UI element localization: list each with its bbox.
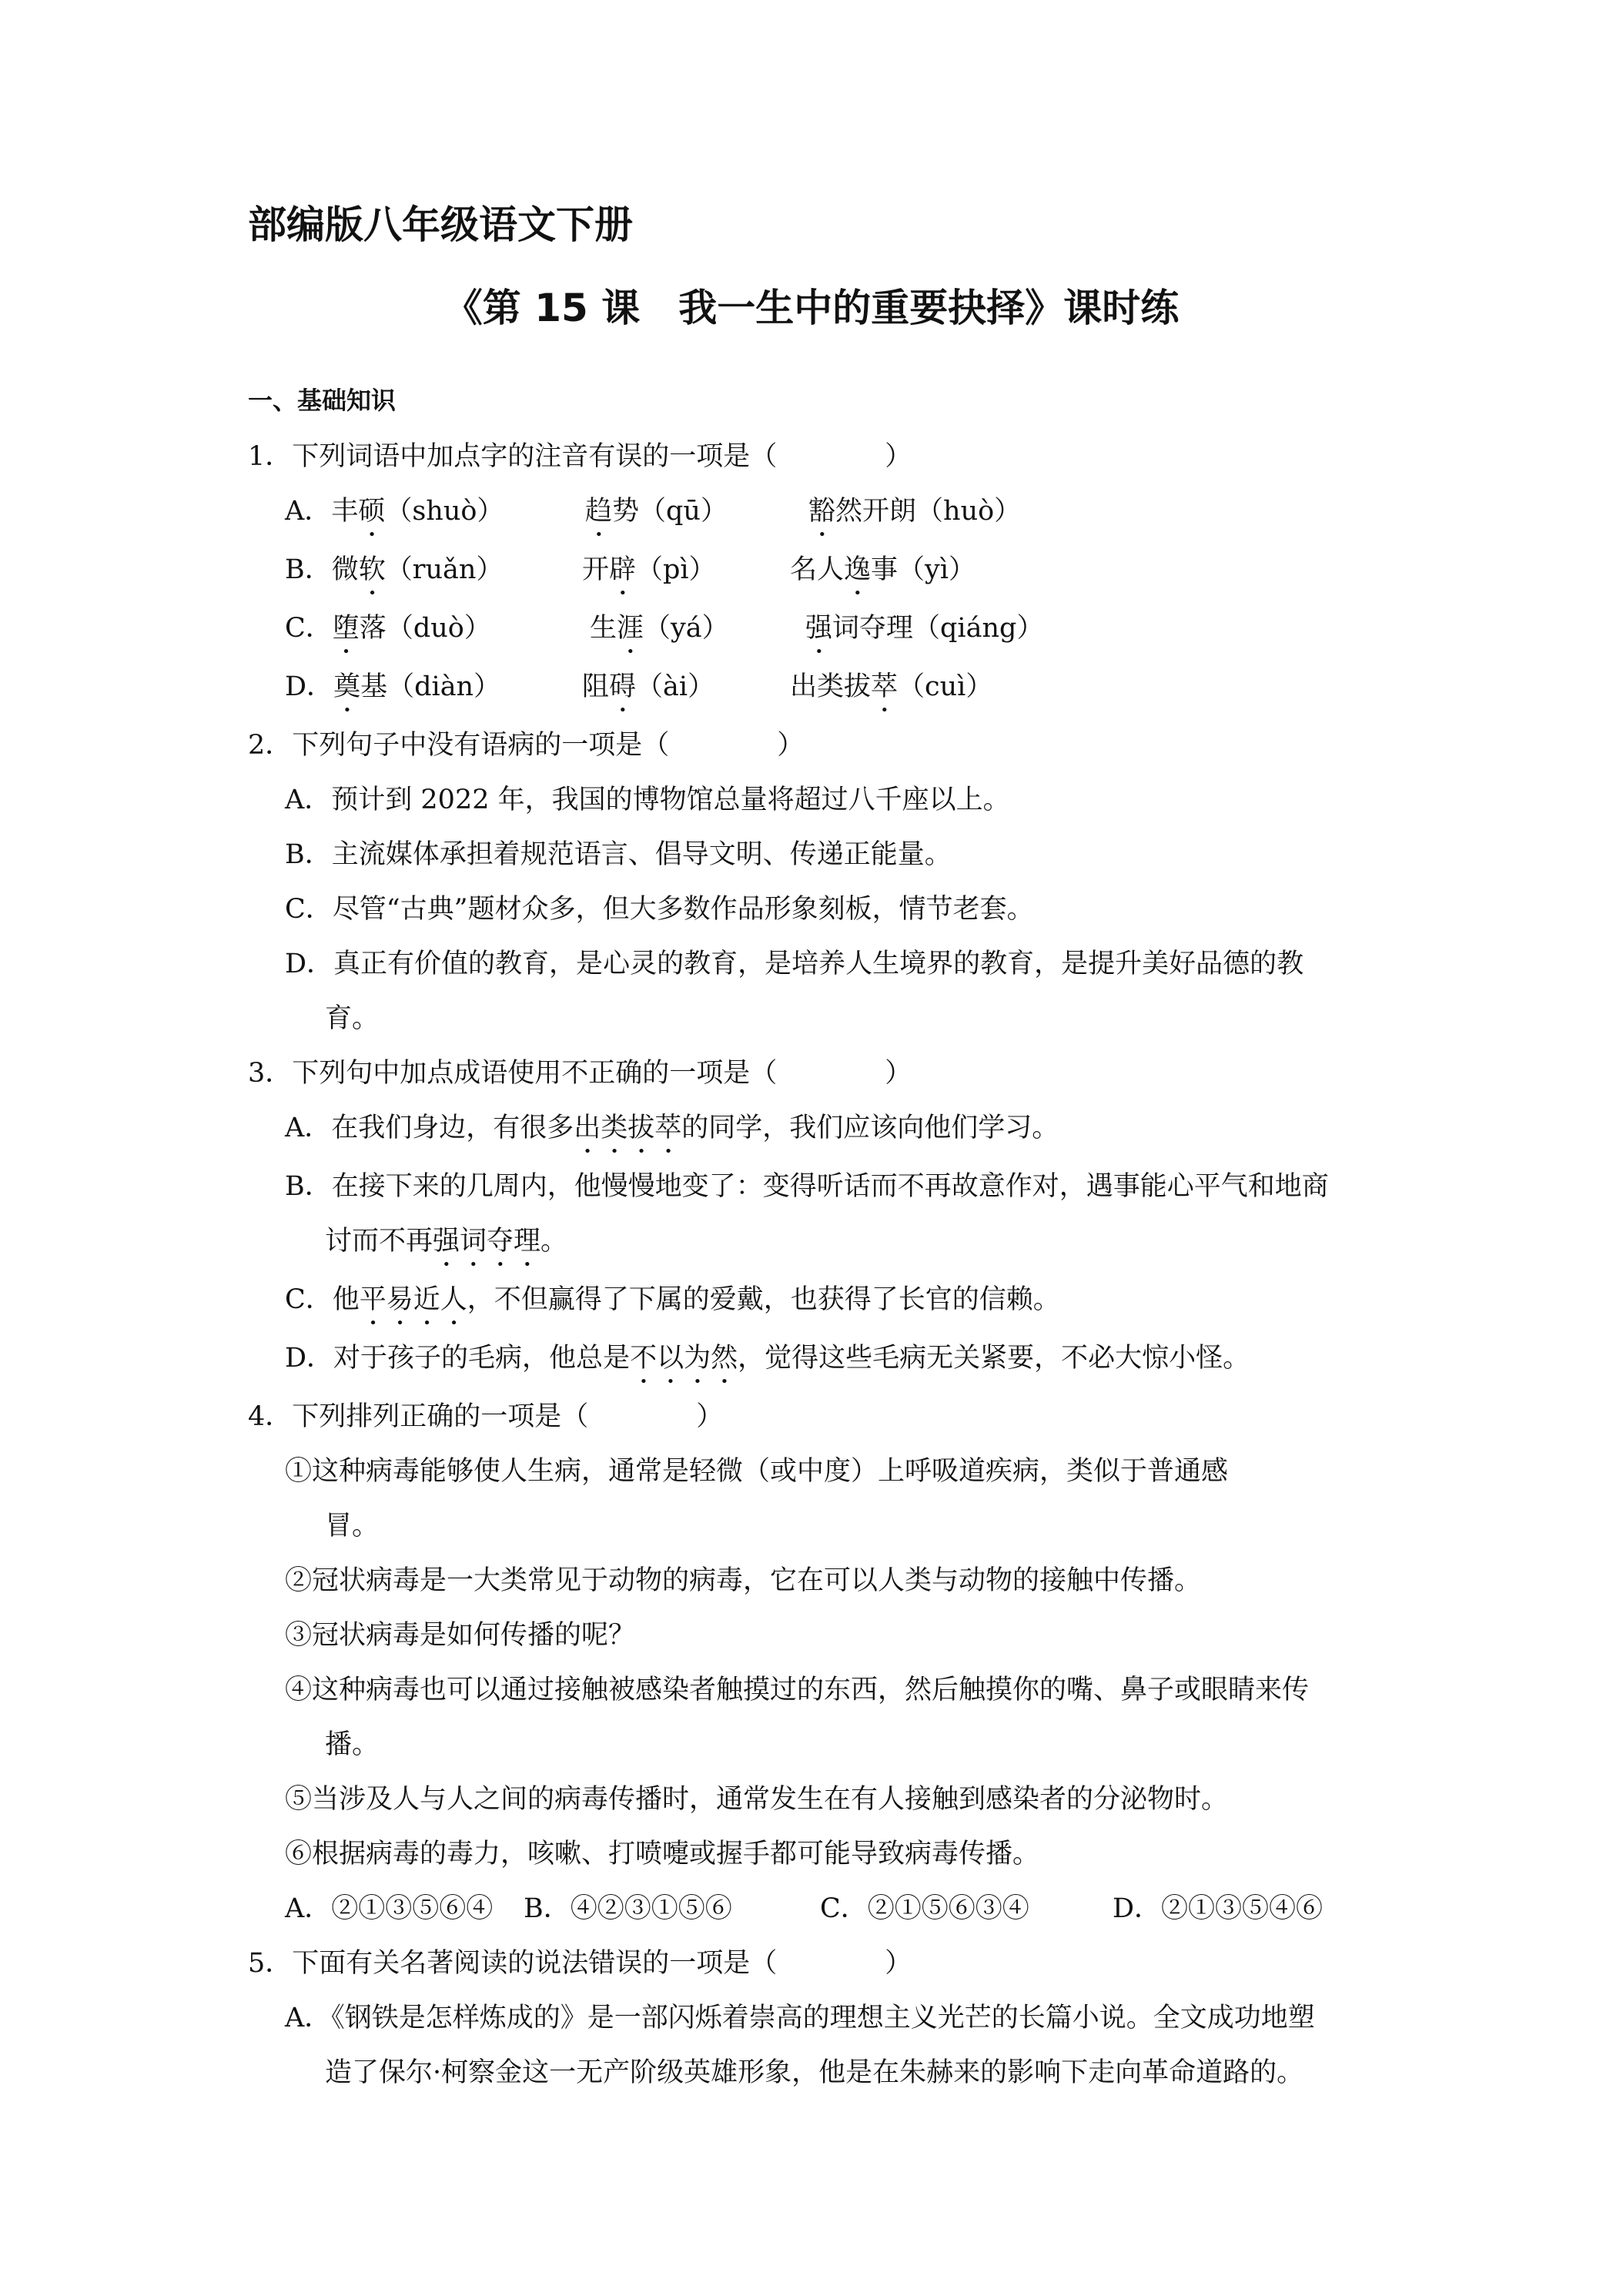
question-4-sentence-1-cont: 冒。 bbox=[325, 1511, 380, 1541]
question-3-option-c: C．他平易近人，不但赢得了下属的爱戴，也获得了长官的信赖。 bbox=[285, 1284, 1060, 1315]
question-body bbox=[248, 430, 1387, 2100]
question-4-sentence-6: ⑥根据病毒的毒力，咳嗽、打喷嚏或握手都可能导致病毒传播。 bbox=[285, 1839, 1040, 1869]
question-4-option-d: D．②①③⑤④⑥ bbox=[1113, 1893, 1323, 1924]
question-2-option-d: D．真正有价值的教育，是心灵的教育，是培养人生境界的教育，是提升美好品德的教 bbox=[285, 949, 1304, 979]
question-4-sentence-1: ①这种病毒能够使人生病，通常是轻微（或中度）上呼吸道疾病，类似于普通感 bbox=[285, 1456, 1229, 1487]
question-2-option-d-cont: 育。 bbox=[325, 1003, 380, 1034]
question-4-option-a: A．②①③⑤⑥④ bbox=[285, 1893, 494, 1924]
question-5-option-a: A．《钢铁是怎样炼成的》是一部闪烁着崇高的理想主义光芒的长篇小说。全文成功地塑 bbox=[285, 2003, 1315, 2033]
lesson-title: 《第 15 课 我一生中的重要抉择》课时练 bbox=[443, 286, 1180, 330]
question-2-option-c: C．尽管“古典”题材众多，但大多数作品形象刻板，情节老套。 bbox=[285, 894, 1034, 925]
question-3-option-b: B．在接下来的几周内，他慢慢地变了：变得听话而不再故意作对，遇事能心平气和地商 bbox=[285, 1171, 1329, 1202]
question-3-stem: 3．下列句中加点成语使用不正确的一项是（ ） bbox=[248, 1058, 912, 1089]
question-2-option-a: A．预计到 2022 年，我国的博物馆总量将超过八千座以上。 bbox=[285, 785, 1010, 815]
question-4-sentence-5: ⑤当涉及人与人之间的病毒传播时，通常发生在有人接触到感染者的分泌物时。 bbox=[285, 1784, 1229, 1815]
question-4-sentence-3: ③冠状病毒是如何传播的呢？ bbox=[285, 1620, 636, 1651]
question-1-stem: 1．下列词语中加点字的注音有误的一项是（ ） bbox=[248, 441, 912, 472]
question-3-option-a: A．在我们身边，有很多出类拔萃的同学，我们应该向他们学习。 bbox=[285, 1113, 1059, 1143]
document-title: 部编版八年级语文下册 bbox=[248, 202, 633, 247]
question-4-sentence-2: ②冠状病毒是一大类常见于动物的病毒，它在可以人类与动物的接触中传播。 bbox=[285, 1565, 1202, 1596]
question-1-option-c: C．堕落（duò） 生涯（yá） 强词夺理（qiáng） bbox=[285, 613, 1044, 644]
question-5-option-a-cont: 造了保尔·柯察金这一无产阶级英雄形象，他是在朱赫来的影响下走向革命道路的。 bbox=[325, 2057, 1304, 2088]
question-1-option-b: B．微软（ruǎn） 开辟（pì） 名人逸事（yì） bbox=[285, 554, 976, 585]
question-4-sentence-4-cont: 播。 bbox=[325, 1729, 380, 1760]
question-4-option-b: B．④②③①⑤⑥ bbox=[524, 1893, 732, 1924]
question-3-option-d: D．对于孩子的毛病，他总是不以为然，觉得这些毛病无关紧要，不必大惊小怪。 bbox=[285, 1343, 1250, 1374]
question-4-option-c: C．②①⑤⑥③④ bbox=[820, 1893, 1029, 1924]
question-3-option-b-cont: 讨而不再强词夺理。 bbox=[325, 1226, 568, 1257]
question-2-stem: 2．下列句子中没有语病的一项是（ ） bbox=[248, 730, 805, 761]
question-4-stem: 4．下列排列正确的一项是（ ） bbox=[248, 1401, 724, 1432]
question-2-option-b: B．主流媒体承担着规范语言、倡导文明、传递正能量。 bbox=[285, 839, 952, 870]
question-1-option-d: D．奠基（diàn） 阻碍（ài） 出类拔萃（cuì） bbox=[285, 671, 993, 702]
question-4-options bbox=[248, 1882, 1387, 1936]
question-5-stem: 5．下面有关名著阅读的说法错误的一项是（ ） bbox=[248, 1948, 912, 1979]
question-4-sentence-4: ④这种病毒也可以通过接触被感染者触摸过的东西，然后触摸你的嘴、鼻子或眼睛来传 bbox=[285, 1675, 1310, 1705]
section-heading: 一、基础知识 bbox=[248, 386, 397, 415]
question-1-option-a: A．丰硕（shuò） 趋势（qū） 豁然开朗（huò） bbox=[285, 496, 1022, 527]
